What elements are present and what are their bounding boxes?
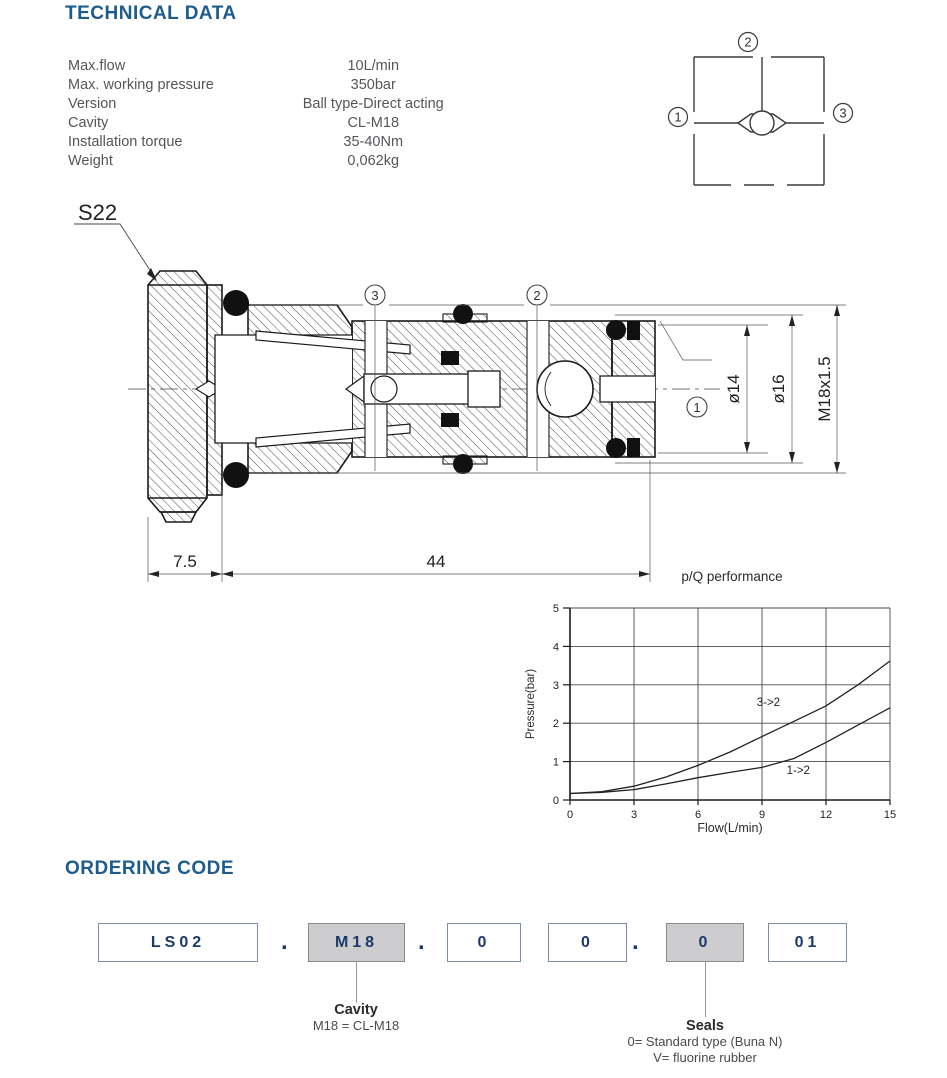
spec-label: Max. working pressure [68, 77, 214, 93]
spec-label: Weight [68, 153, 113, 169]
hex-head [148, 271, 222, 522]
seals-legend-desc2: V= fluorine rubber [653, 1050, 757, 1065]
dim-body-length: 44 [426, 552, 446, 571]
valve-section-drawing [0, 190, 947, 590]
seals-legend [555, 1018, 855, 1066]
spec-row [68, 133, 488, 152]
spec-label: Installation torque [68, 134, 183, 150]
ordering-box-design: 01 [768, 923, 847, 962]
ordering-separator: . [632, 928, 639, 955]
svg-text:15: 15 [883, 809, 897, 821]
spec-row [68, 152, 488, 171]
drawing-port-2: 2 [533, 288, 541, 303]
chart-ylabel: Pressure(bar) [525, 668, 537, 740]
hydraulic-symbol [655, 20, 870, 195]
symbol-port-1: 1 [674, 109, 682, 125]
spec-value: 10L/min [347, 58, 400, 74]
dim-dia14: ø14 [724, 374, 743, 404]
svg-text:2: 2 [552, 718, 559, 731]
dim-dia16: ø16 [769, 374, 788, 404]
svg-text:6: 6 [694, 809, 702, 821]
spec-row [68, 57, 488, 76]
drawing-port-3: 3 [371, 288, 379, 303]
technical-data-title: TECHNICAL DATA [65, 3, 237, 24]
spec-value: Ball type-Direct acting [302, 96, 444, 112]
curve-label: 3->2 [756, 696, 781, 709]
ball [537, 361, 593, 417]
spec-label: Max.flow [68, 58, 126, 74]
wrench-size-label: S22 [78, 200, 118, 225]
spec-table [68, 57, 488, 171]
svg-text:9: 9 [758, 809, 766, 821]
chart-title: p/Q performance [681, 569, 783, 584]
cavity-legend-desc: M18 = CL-M18 [312, 1018, 400, 1033]
wrench-size-callout [74, 200, 157, 281]
svg-text:3: 3 [630, 809, 638, 821]
svg-text:3: 3 [552, 679, 559, 692]
seals-legend-desc1: 0= Standard type (Buna N) [627, 1034, 783, 1049]
svg-text:1: 1 [552, 756, 559, 769]
svg-text:4: 4 [552, 641, 559, 654]
chart-tick-labels [553, 603, 896, 821]
spec-label: Cavity [68, 115, 109, 131]
dim-head-length: 7.5 [173, 552, 197, 571]
chart-grid [563, 608, 890, 805]
ordering-box-model: LS02 [98, 923, 258, 962]
spec-value: 0,062kg [347, 153, 400, 169]
seals-connector-line [705, 962, 706, 1017]
ordering-box-option2: 0 [548, 923, 627, 962]
ordering-separator: . [281, 928, 288, 955]
dim-thread: M18x1.5 [815, 356, 834, 422]
cavity-connector-line [356, 962, 357, 1003]
ordering-box-cavity: M18 [308, 923, 405, 962]
drawing-port-1: 1 [693, 400, 701, 415]
chart-xlabel: Flow(L/min) [697, 821, 763, 835]
pq-performance-chart [520, 560, 947, 855]
spec-row [68, 114, 488, 133]
curve-label: 1->2 [786, 764, 810, 777]
seals-legend-title: Seals [686, 1018, 724, 1034]
svg-text:0: 0 [552, 795, 559, 807]
spec-value: 35-40Nm [343, 134, 404, 150]
svg-text:5: 5 [552, 603, 559, 615]
svg-text:0: 0 [566, 809, 574, 821]
svg-text:12: 12 [819, 809, 833, 821]
spec-label: Version [68, 96, 117, 112]
ordering-separator: . [418, 928, 425, 955]
ordering-box-seals: 0 [666, 923, 744, 962]
spec-row [68, 76, 488, 95]
symbol-port-3: 3 [839, 105, 847, 121]
symbol-port-2: 2 [744, 34, 752, 50]
ordering-box-option1: 0 [447, 923, 521, 962]
chart-curves [570, 661, 890, 794]
ordering-code-title: ORDERING CODE [65, 858, 235, 879]
cavity-legend [256, 1002, 456, 1034]
cavity-legend-title: Cavity [334, 1002, 378, 1018]
spec-row [68, 95, 488, 114]
spec-value: CL-M18 [347, 115, 400, 131]
spec-value: 350bar [350, 77, 396, 93]
